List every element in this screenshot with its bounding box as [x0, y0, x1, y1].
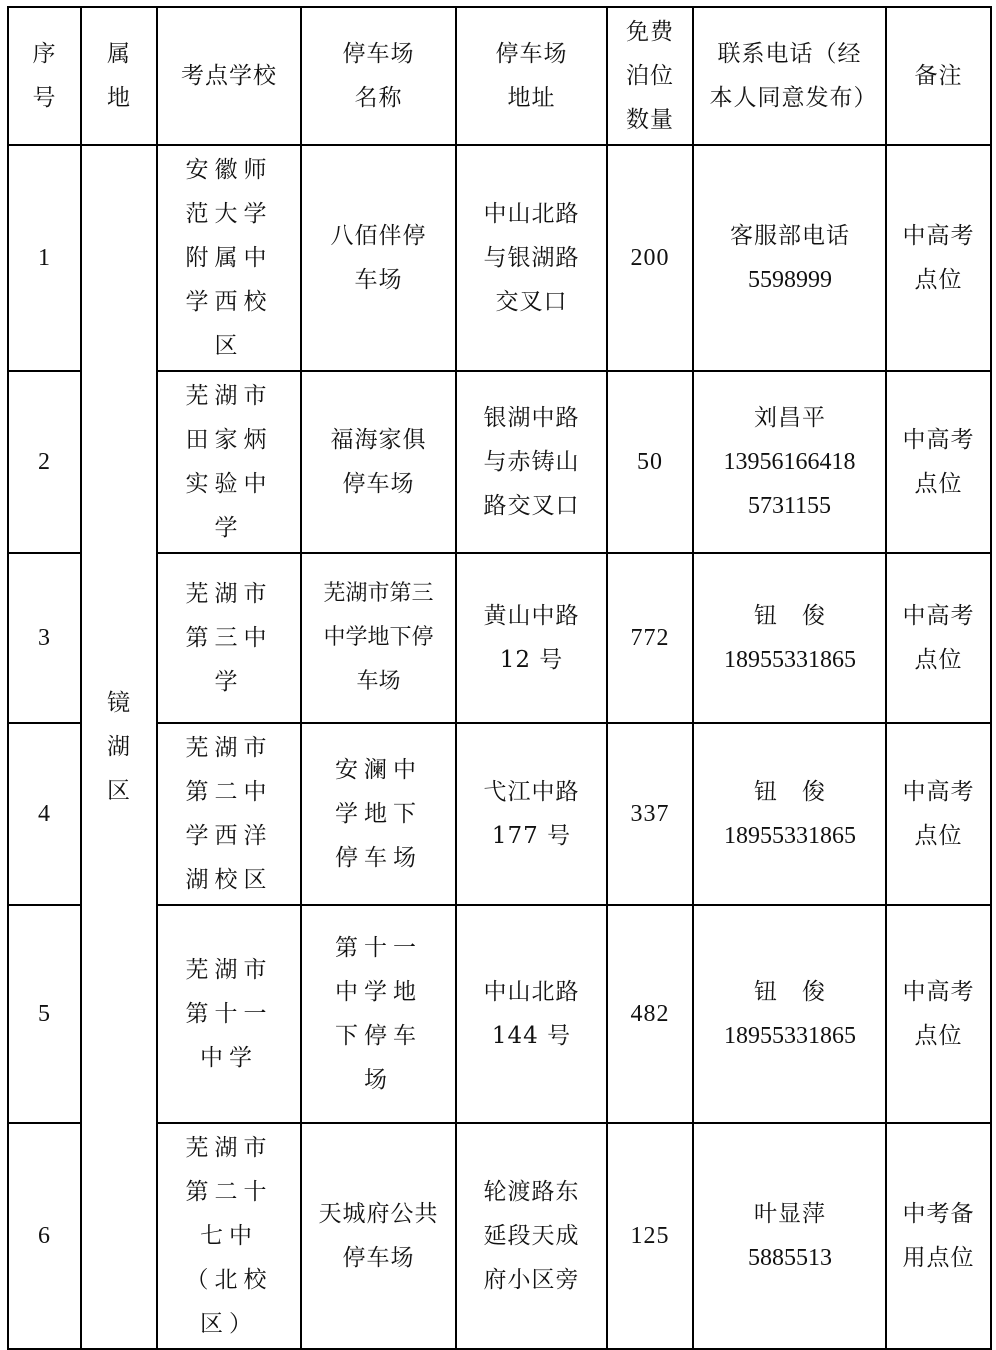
- remark-cell: 中高考点位: [886, 145, 991, 371]
- remark-cell: 中高考点位: [886, 905, 991, 1123]
- lot-name-cell: 安澜中学地下停车场: [301, 723, 456, 905]
- remark-cell: 中考备用点位: [886, 1123, 991, 1349]
- seq-cell: 2: [8, 371, 81, 553]
- header-district: 属地: [81, 7, 157, 145]
- school-cell: 芜湖市第十一中学: [157, 905, 301, 1123]
- phone-cell: 刘昌平 13956166418 5731155: [693, 371, 886, 553]
- spaces-cell: 50: [607, 371, 693, 553]
- spaces-cell: 772: [607, 553, 693, 723]
- spaces-cell: 125: [607, 1123, 693, 1349]
- seq-cell: 4: [8, 723, 81, 905]
- header-phone: 联系电话（经本人同意发布）: [693, 7, 886, 145]
- remark-cell: 中高考点位: [886, 723, 991, 905]
- school-cell: 芜湖市田家炳实验中学: [157, 371, 301, 553]
- header-row: [8, 7, 991, 145]
- header-seq: 序号: [8, 7, 81, 145]
- lot-name-cell: 福海家俱停车场: [301, 371, 456, 553]
- remark-cell: 中高考点位: [886, 371, 991, 553]
- address-cell: 中山北路与银湖路交叉口: [456, 145, 607, 371]
- phone-cell: 叶显萍 5885513: [693, 1123, 886, 1349]
- spaces-cell: 337: [607, 723, 693, 905]
- remark-cell: 中高考点位: [886, 553, 991, 723]
- district-cell: 镜湖区: [81, 145, 157, 1349]
- school-cell: 芜湖市第二十七中（北校区）: [157, 1123, 301, 1349]
- seq-cell: 6: [8, 1123, 81, 1349]
- seq-cell: 3: [8, 553, 81, 723]
- table-row: [8, 145, 991, 371]
- phone-cell: 钮 俊 18955331865: [693, 553, 886, 723]
- lot-name-cell: 天城府公共停车场: [301, 1123, 456, 1349]
- school-cell: 安徽师范大学附属中学西校区: [157, 145, 301, 371]
- phone-cell: 钮 俊 18955331865: [693, 723, 886, 905]
- address-cell: 银湖中路与赤铸山路交叉口: [456, 371, 607, 553]
- address-cell: 轮渡路东延段天成府小区旁: [456, 1123, 607, 1349]
- address-cell: 黄山中路12 号: [456, 553, 607, 723]
- phone-cell: 钮 俊 18955331865: [693, 905, 886, 1123]
- school-cell: 芜湖市第二中学西洋湖校区: [157, 723, 301, 905]
- lot-name-cell: 第十一中学地下停车场: [301, 905, 456, 1123]
- address-cell: 弋江中路177 号: [456, 723, 607, 905]
- header-remark: 备注: [886, 7, 991, 145]
- seq-cell: 1: [8, 145, 81, 371]
- header-lot-name: 停车场名称: [301, 7, 456, 145]
- spaces-cell: 482: [607, 905, 693, 1123]
- parking-table: [7, 6, 992, 1350]
- lot-name-cell: 八佰伴停车场: [301, 145, 456, 371]
- header-free-spaces: 免费泊位数量: [607, 7, 693, 145]
- school-cell: 芜湖市第三中学: [157, 553, 301, 723]
- phone-cell: 客服部电话 5598999: [693, 145, 886, 371]
- spaces-cell: 200: [607, 145, 693, 371]
- lot-name-cell: 芜湖市第三中学地下停车场: [301, 553, 456, 723]
- address-cell: 中山北路144 号: [456, 905, 607, 1123]
- header-school: 考点学校: [157, 7, 301, 145]
- seq-cell: 5: [8, 905, 81, 1123]
- header-lot-address: 停车场地址: [456, 7, 607, 145]
